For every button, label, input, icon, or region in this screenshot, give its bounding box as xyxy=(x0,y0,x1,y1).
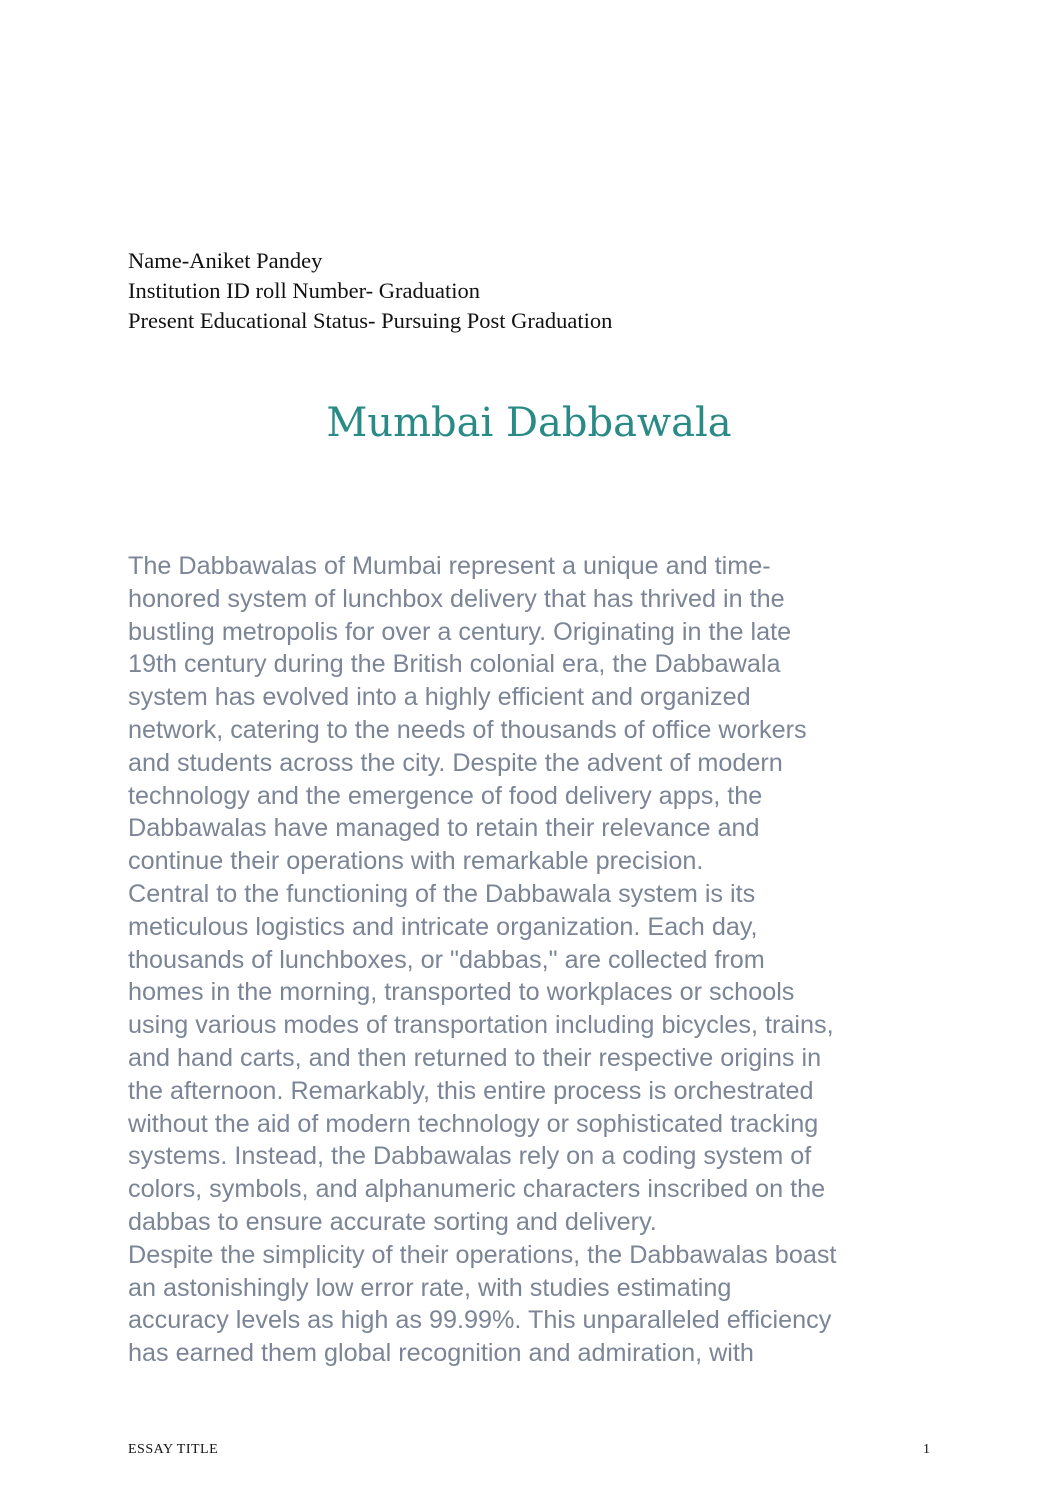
body-line: thousands of lunchboxes, or "dabbas," are collected from xyxy=(128,945,765,974)
body-line: technology and the emergence of food delivery apps, the xyxy=(128,781,763,810)
document-title xyxy=(0,398,1058,448)
author-info xyxy=(128,246,612,336)
body-line: homes in the morning, transported to workplaces or schools xyxy=(128,978,795,1007)
body-line: 19th century during the British colonial era, the Dabbawala xyxy=(128,650,781,679)
body-line: systems. Instead, the Dabbawalas rely on a coding system of xyxy=(128,1142,812,1171)
body-line: colors, symbols, and alphanumeric characters inscribed on the xyxy=(128,1175,826,1204)
body-line: system has evolved into a highly efficient and organized xyxy=(128,683,751,712)
body-line: an astonishingly low error rate, with studies estimating xyxy=(128,1273,732,1302)
body-line: Dabbawalas have managed to retain their relevance and xyxy=(128,814,760,843)
body-line: continue their operations with remarkable precision. xyxy=(128,847,704,876)
body-line: Despite the simplicity of their operations, the Dabbawalas boast xyxy=(128,1240,837,1269)
page-number: 1 xyxy=(923,1442,930,1457)
body-line: meticulous logistics and intricate organization. Each day, xyxy=(128,912,758,941)
body-line: the afternoon. Remarkably, this entire process is orchestrated xyxy=(128,1076,814,1105)
body-line: and students across the city. Despite the advent of modern xyxy=(128,748,783,777)
body-line: honored system of lunchbox delivery that has thrived in the xyxy=(128,584,785,613)
body-line: has earned them global recognition and admiration, with xyxy=(128,1339,754,1368)
footer-essay-title: ESSAY TITLE xyxy=(128,1442,219,1457)
body-line: using various modes of transportation including bicycles, trains, xyxy=(128,1011,834,1040)
body-line: Central to the functioning of the Dabbawala system is its xyxy=(128,879,756,908)
body-line: and hand carts, and then returned to their respective origins in xyxy=(128,1043,822,1072)
body-line: bustling metropolis for over a century. Originating in the late xyxy=(128,617,792,646)
essay-body xyxy=(128,550,933,1370)
body-line: network, catering to the needs of thousands of office workers xyxy=(128,715,807,744)
body-line: without the aid of modern technology or sophisticated tracking xyxy=(128,1109,819,1138)
educational-status-line: Present Educational Status- Pursuing Post Graduation xyxy=(128,308,613,333)
institution-id-line: Institution ID roll Number- Graduation xyxy=(128,278,480,303)
body-line: accuracy levels as high as 99.99%. This unparalleled efficiency xyxy=(128,1306,832,1335)
title-text: Mumbai Dabbawala xyxy=(326,400,732,446)
author-name-line: Name-Aniket Pandey xyxy=(128,248,323,273)
body-line: dabbas to ensure accurate sorting and delivery. xyxy=(128,1207,657,1236)
body-line: The Dabbawalas of Mumbai represent a unique and time- xyxy=(128,552,771,580)
